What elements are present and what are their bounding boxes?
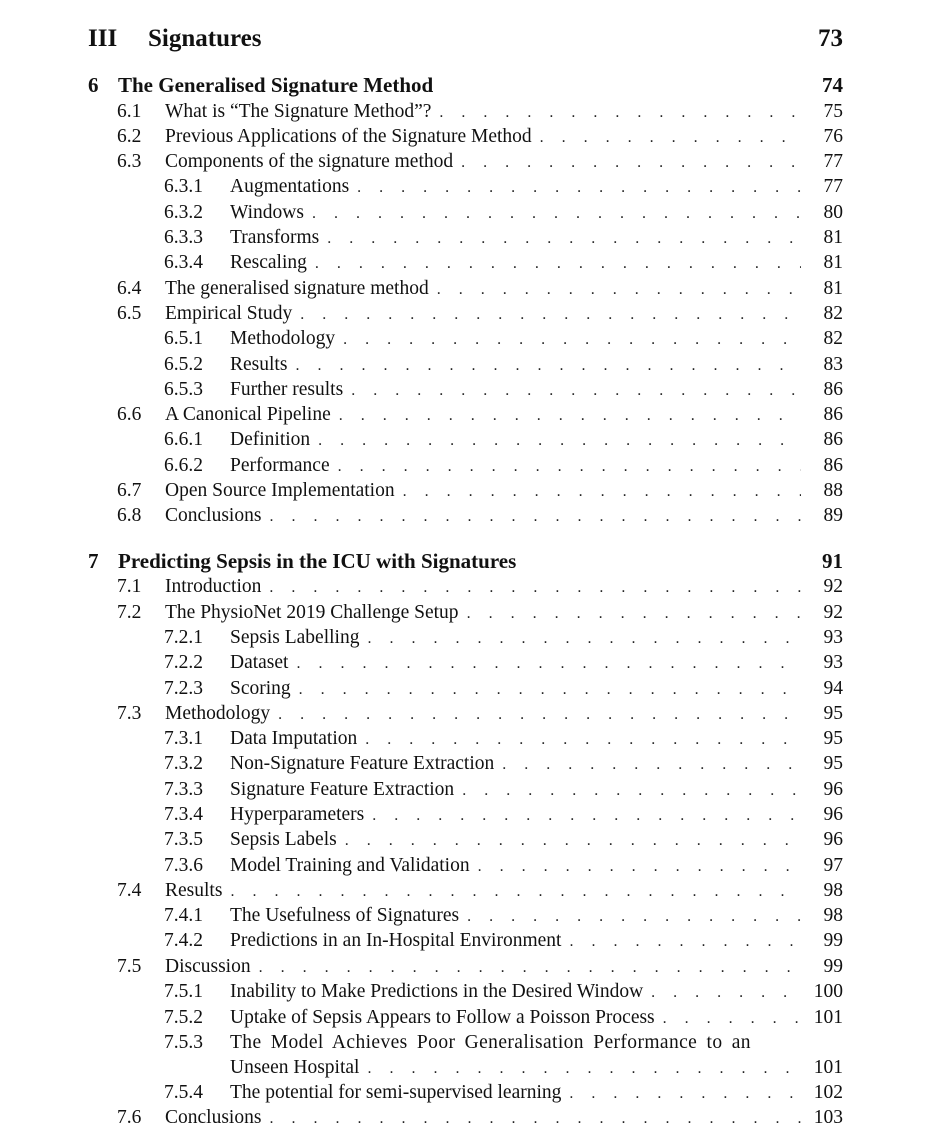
entry-number: 7.1 bbox=[117, 576, 142, 597]
entry-title: Hyperparameters bbox=[230, 804, 365, 825]
entry-page: 75 bbox=[823, 101, 843, 122]
entry-page: 81 bbox=[823, 278, 843, 299]
dot-leader bbox=[230, 879, 801, 904]
entry-page: 77 bbox=[823, 151, 843, 172]
toc-entry[interactable] bbox=[164, 1030, 843, 1055]
entry-page: 86 bbox=[823, 455, 843, 476]
entry-page: 99 bbox=[823, 956, 843, 977]
part-page: 73 bbox=[818, 25, 843, 52]
toc-entry[interactable] bbox=[164, 751, 843, 776]
entry-title: Transforms bbox=[230, 227, 320, 248]
dot-leader bbox=[345, 828, 801, 853]
toc-entry[interactable] bbox=[117, 149, 843, 174]
dot-leader bbox=[372, 803, 801, 828]
dot-leader bbox=[403, 479, 801, 504]
toc-entry[interactable] bbox=[164, 903, 843, 928]
entry-title: Performance bbox=[230, 455, 330, 476]
dot-leader bbox=[338, 454, 801, 479]
toc-entry[interactable] bbox=[117, 478, 843, 503]
toc-entry[interactable] bbox=[117, 99, 843, 124]
entry-number: 7.3.1 bbox=[164, 728, 203, 749]
chapter-page: 91 bbox=[822, 549, 843, 573]
dot-leader bbox=[467, 904, 801, 929]
entry-page: 94 bbox=[823, 678, 843, 699]
entry-number: 7.3.4 bbox=[164, 804, 203, 825]
entry-number: 6.7 bbox=[117, 480, 142, 501]
dot-leader bbox=[478, 854, 801, 879]
entry-title: Inability to Make Predictions in the Desired Window bbox=[230, 981, 644, 1002]
entry-title: Definition bbox=[230, 429, 311, 450]
toc-entry[interactable] bbox=[164, 650, 843, 675]
dot-leader bbox=[295, 353, 801, 378]
toc-entry[interactable] bbox=[164, 174, 843, 199]
entry-number: 6.5.1 bbox=[164, 328, 203, 349]
entry-page: 97 bbox=[823, 855, 843, 876]
dot-leader bbox=[299, 677, 801, 702]
toc-entry[interactable] bbox=[117, 574, 843, 599]
toc-entry[interactable] bbox=[164, 853, 843, 878]
entry-page: 96 bbox=[823, 804, 843, 825]
chapter-heading[interactable] bbox=[88, 548, 843, 574]
entry-title: Results bbox=[230, 354, 288, 375]
chapter-number: 7 bbox=[88, 549, 99, 573]
entry-page: 103 bbox=[813, 1107, 843, 1128]
entry-title: Dataset bbox=[230, 652, 289, 673]
entry-number: 7.4.1 bbox=[164, 905, 203, 926]
entry-page: 92 bbox=[823, 602, 843, 623]
entry-page: 86 bbox=[823, 404, 843, 425]
dot-leader bbox=[367, 1056, 801, 1081]
dot-leader bbox=[439, 100, 801, 125]
dot-leader bbox=[663, 1006, 801, 1031]
dot-leader bbox=[269, 575, 801, 600]
entry-page: 83 bbox=[823, 354, 843, 375]
entry-title: What is “The Signature Method”? bbox=[165, 101, 432, 122]
entry-title: Discussion bbox=[165, 956, 251, 977]
entry-page: 101 bbox=[813, 1007, 843, 1028]
toc-entry[interactable] bbox=[164, 726, 843, 751]
entry-number: 7.5.2 bbox=[164, 1007, 203, 1028]
entry-number: 7.2.2 bbox=[164, 652, 203, 673]
toc-entry[interactable] bbox=[117, 402, 843, 427]
dot-leader bbox=[365, 727, 801, 752]
entry-title: A Canonical Pipeline bbox=[165, 404, 331, 425]
dot-leader bbox=[318, 428, 801, 453]
entry-page: 95 bbox=[823, 703, 843, 724]
entry-title: Sepsis Labels bbox=[230, 829, 337, 850]
entry-number: 7.4.2 bbox=[164, 930, 203, 951]
dot-leader bbox=[327, 226, 801, 251]
toc-entry[interactable] bbox=[164, 352, 843, 377]
toc-entry[interactable] bbox=[164, 802, 843, 827]
entry-number: 6.6.1 bbox=[164, 429, 203, 450]
entry-page: 81 bbox=[823, 227, 843, 248]
entry-title: The generalised signature method bbox=[165, 278, 429, 299]
entry-title: Non-Signature Feature Extraction bbox=[230, 753, 495, 774]
dot-leader bbox=[569, 1081, 801, 1106]
entry-title: Results bbox=[165, 880, 223, 901]
dot-leader bbox=[461, 150, 801, 175]
entry-page: 81 bbox=[823, 252, 843, 273]
toc-entry[interactable] bbox=[117, 301, 843, 326]
entry-title: The potential for semi-supervised learning bbox=[230, 1082, 562, 1103]
dot-leader bbox=[315, 251, 801, 276]
entry-number: 7.5.3 bbox=[164, 1032, 203, 1053]
toc-entry[interactable] bbox=[164, 777, 843, 802]
entry-title: Further results bbox=[230, 379, 344, 400]
dot-leader bbox=[312, 201, 801, 226]
entry-number: 7.3.2 bbox=[164, 753, 203, 774]
dot-leader bbox=[437, 277, 801, 302]
entry-page: 89 bbox=[823, 505, 843, 526]
entry-number: 6.6.2 bbox=[164, 455, 203, 476]
entry-title: Scoring bbox=[230, 678, 291, 699]
entry-number: 7.5.4 bbox=[164, 1082, 203, 1103]
entry-title: The Usefulness of Signatures bbox=[230, 905, 460, 926]
entry-number: 7.5.1 bbox=[164, 981, 203, 1002]
entry-number: 6.3 bbox=[117, 151, 142, 172]
toc-entry[interactable] bbox=[164, 377, 843, 402]
entry-page: 93 bbox=[823, 627, 843, 648]
entry-number: 7.3.3 bbox=[164, 779, 203, 800]
entry-title: Conclusions bbox=[165, 505, 262, 526]
entry-page: 86 bbox=[823, 429, 843, 450]
entry-page: 80 bbox=[823, 202, 843, 223]
dot-leader bbox=[296, 651, 801, 676]
entry-page: 101 bbox=[813, 1057, 843, 1078]
toc-entry[interactable] bbox=[117, 124, 843, 149]
entry-title: Augmentations bbox=[230, 176, 350, 197]
dot-leader bbox=[502, 752, 801, 777]
entry-page: 102 bbox=[813, 1082, 843, 1103]
entry-number: 7.2.3 bbox=[164, 678, 203, 699]
toc-entry[interactable] bbox=[117, 503, 843, 528]
entry-number: 6.2 bbox=[117, 126, 142, 147]
dot-leader bbox=[540, 125, 801, 150]
dot-leader bbox=[651, 980, 801, 1005]
dot-leader bbox=[259, 955, 801, 980]
dot-leader bbox=[269, 1106, 801, 1131]
entry-page: 100 bbox=[813, 981, 843, 1002]
entry-page: 82 bbox=[823, 328, 843, 349]
entry-page: 99 bbox=[823, 930, 843, 951]
entry-title: Open Source Implementation bbox=[165, 480, 395, 501]
entry-page: 95 bbox=[823, 728, 843, 749]
entry-number: 7.3.6 bbox=[164, 855, 203, 876]
part-title: Signatures bbox=[148, 25, 262, 52]
entry-title: Model Training and Validation bbox=[230, 855, 470, 876]
entry-number: 7.4 bbox=[117, 880, 142, 901]
entry-number: 7.6 bbox=[117, 1107, 142, 1128]
entry-number: 6.6 bbox=[117, 404, 142, 425]
entry-title: Methodology bbox=[165, 703, 271, 724]
entry-page: 96 bbox=[823, 829, 843, 850]
entry-title: Windows bbox=[230, 202, 304, 223]
entry-number: 6.8 bbox=[117, 505, 142, 526]
entry-number: 6.4 bbox=[117, 278, 142, 299]
entry-number: 7.3 bbox=[117, 703, 142, 724]
entry-number: 7.2.1 bbox=[164, 627, 203, 648]
entry-page: 98 bbox=[823, 905, 843, 926]
entry-number: 6.1 bbox=[117, 101, 142, 122]
entry-title: Conclusions bbox=[165, 1107, 262, 1128]
entry-title-continued: Unseen Hospital bbox=[230, 1057, 360, 1078]
entry-title: Components of the signature method bbox=[165, 151, 454, 172]
entry-number: 7.3.5 bbox=[164, 829, 203, 850]
entry-number: 6.3.2 bbox=[164, 202, 203, 223]
entry-page: 76 bbox=[823, 126, 843, 147]
toc-entry[interactable] bbox=[117, 1105, 843, 1130]
toc-entry[interactable] bbox=[164, 979, 843, 1004]
entry-title: Rescaling bbox=[230, 252, 307, 273]
entry-title: Data Imputation bbox=[230, 728, 358, 749]
toc-entry[interactable] bbox=[164, 1005, 843, 1030]
chapter-number: 6 bbox=[88, 73, 99, 97]
dot-leader bbox=[467, 601, 801, 626]
chapter-heading[interactable] bbox=[88, 72, 843, 98]
toc-entry[interactable] bbox=[117, 600, 843, 625]
entry-page: 88 bbox=[823, 480, 843, 501]
toc-entry[interactable] bbox=[117, 878, 843, 903]
entry-number: 6.5 bbox=[117, 303, 142, 324]
toc-entry-continuation[interactable] bbox=[164, 1055, 843, 1080]
entry-page: 77 bbox=[823, 176, 843, 197]
dot-leader bbox=[339, 403, 801, 428]
dot-leader bbox=[351, 378, 801, 403]
chapter-title: The Generalised Signature Method bbox=[118, 73, 434, 97]
entry-title: The PhysioNet 2019 Challenge Setup bbox=[165, 602, 459, 623]
chapter-page: 74 bbox=[822, 73, 843, 97]
entry-number: 6.5.3 bbox=[164, 379, 203, 400]
chapter-title: Predicting Sepsis in the ICU with Signatures bbox=[118, 549, 517, 573]
dot-leader bbox=[343, 327, 801, 352]
entry-page: 98 bbox=[823, 880, 843, 901]
entry-title: Signature Feature Extraction bbox=[230, 779, 455, 800]
toc-entry[interactable] bbox=[164, 200, 843, 225]
toc-entry[interactable] bbox=[164, 326, 843, 351]
toc-entry[interactable] bbox=[164, 427, 843, 452]
entry-title: Predictions in an In-Hospital Environment bbox=[230, 930, 562, 951]
entry-page: 95 bbox=[823, 753, 843, 774]
toc-entry[interactable] bbox=[117, 701, 843, 726]
entry-title: Methodology bbox=[230, 328, 336, 349]
dot-leader bbox=[278, 702, 801, 727]
part-heading bbox=[88, 22, 843, 56]
entry-page: 82 bbox=[823, 303, 843, 324]
entry-number: 7.5 bbox=[117, 956, 142, 977]
entry-page: 92 bbox=[823, 576, 843, 597]
dot-leader bbox=[357, 175, 801, 200]
entry-page: 96 bbox=[823, 779, 843, 800]
dot-leader bbox=[462, 778, 801, 803]
toc-entry[interactable] bbox=[117, 954, 843, 979]
toc-entry[interactable] bbox=[164, 225, 843, 250]
toc-entry[interactable] bbox=[164, 625, 843, 650]
entry-number: 6.3.4 bbox=[164, 252, 203, 273]
entry-title: Sepsis Labelling bbox=[230, 627, 360, 648]
toc-entry[interactable] bbox=[164, 1080, 843, 1105]
part-number: III bbox=[88, 25, 118, 52]
dot-leader bbox=[569, 929, 801, 954]
entry-number: 6.3.3 bbox=[164, 227, 203, 248]
toc-entry[interactable] bbox=[164, 827, 843, 852]
toc-entry[interactable] bbox=[164, 250, 843, 275]
entry-page: 86 bbox=[823, 379, 843, 400]
entry-title: Previous Applications of the Signature Method bbox=[165, 126, 532, 147]
dot-leader bbox=[300, 302, 801, 327]
entry-number: 7.2 bbox=[117, 602, 142, 623]
toc-entry[interactable] bbox=[117, 276, 843, 301]
dot-leader bbox=[269, 504, 801, 529]
entry-title: The Model Achieves Poor Generalisation Performance to an bbox=[230, 1032, 751, 1053]
entry-title: Uptake of Sepsis Appears to Follow a Poisson Process bbox=[230, 1007, 655, 1028]
entry-title: Introduction bbox=[165, 576, 262, 597]
toc-entry[interactable] bbox=[164, 676, 843, 701]
entry-title: Empirical Study bbox=[165, 303, 293, 324]
toc-entry[interactable] bbox=[164, 453, 843, 478]
toc-entry[interactable] bbox=[164, 928, 843, 953]
entry-number: 6.5.2 bbox=[164, 354, 203, 375]
dot-leader bbox=[367, 626, 801, 651]
entry-page: 93 bbox=[823, 652, 843, 673]
entry-number: 6.3.1 bbox=[164, 176, 203, 197]
